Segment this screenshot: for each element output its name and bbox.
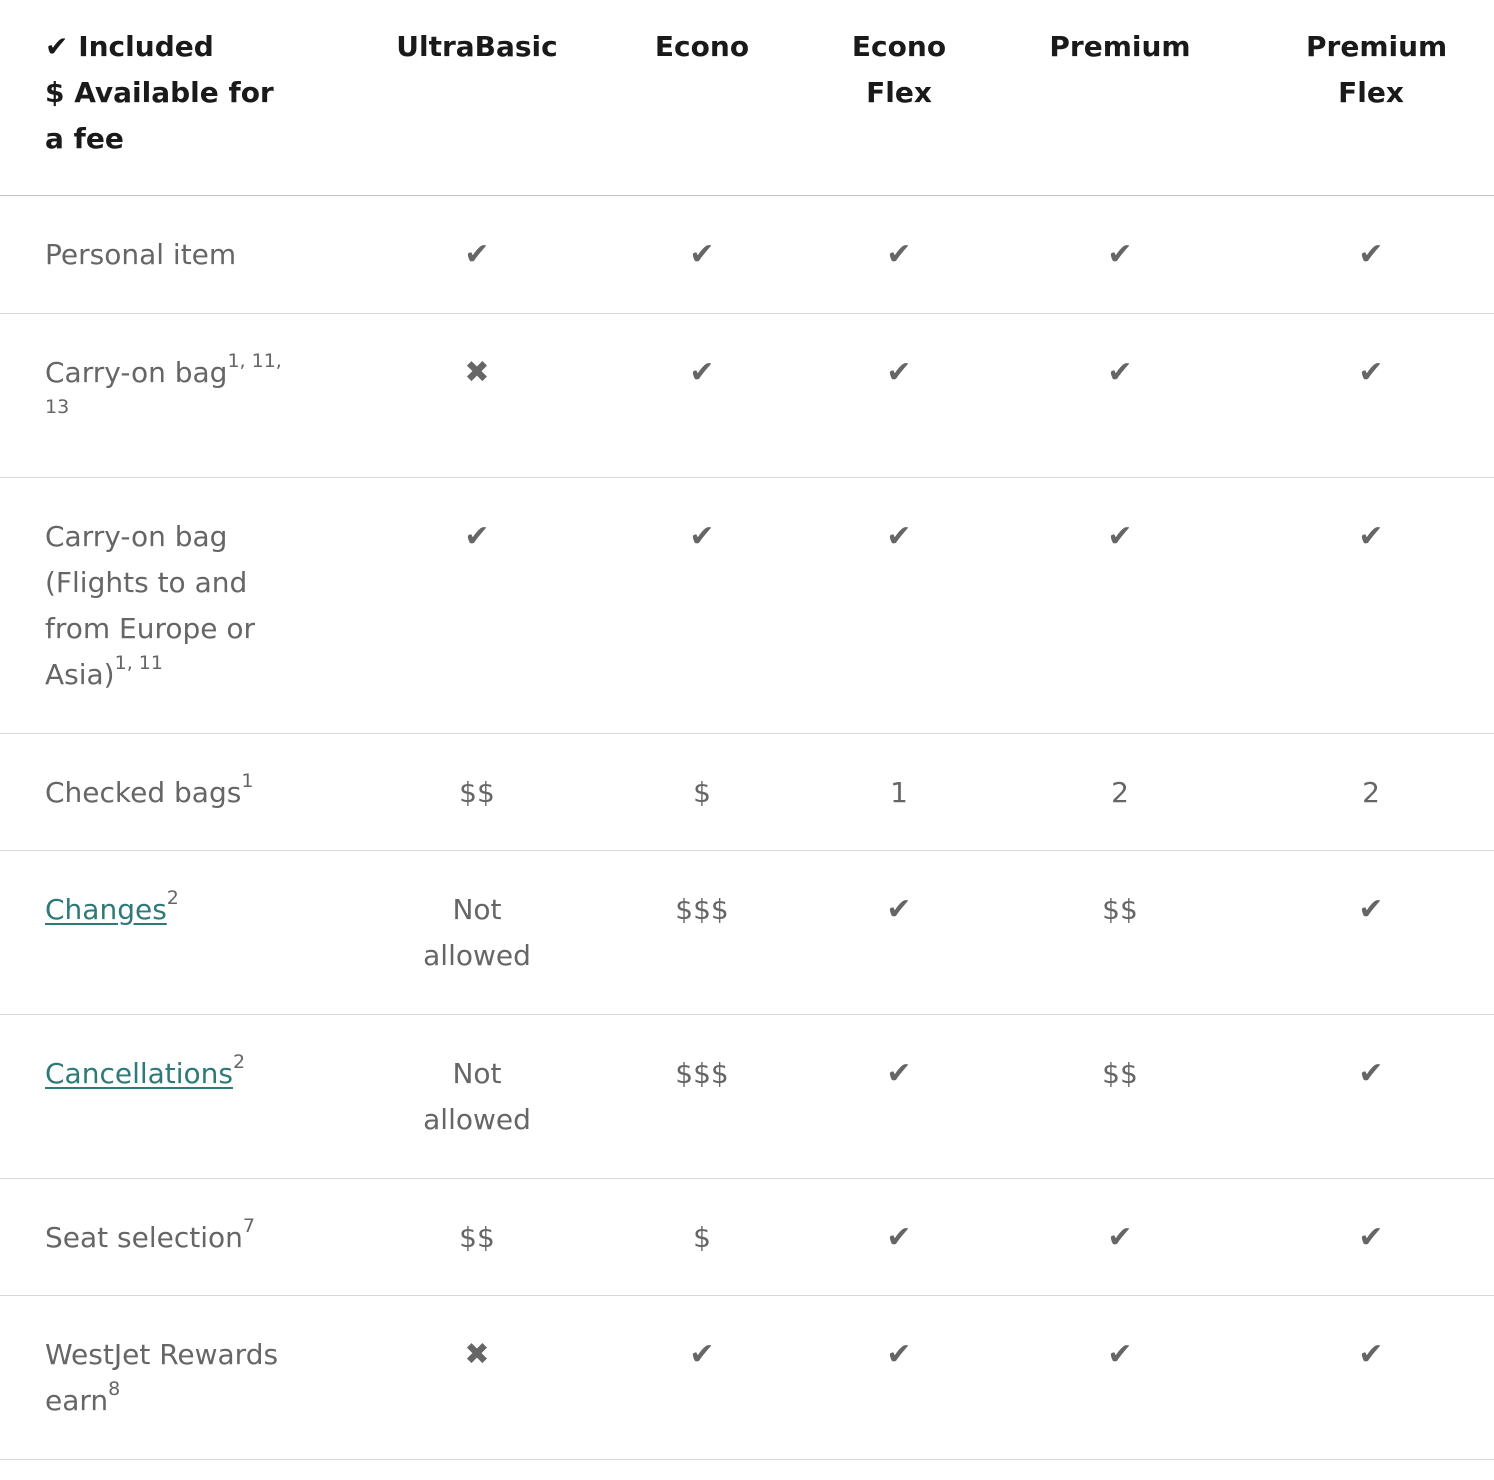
fee-value: $ [693, 775, 711, 809]
table-row-carry-on-bag [0, 313, 1494, 477]
value-cell [806, 1178, 992, 1295]
value-cell [806, 477, 992, 733]
plan-header-premium-flex [1248, 0, 1494, 195]
table-row-seat-selection [0, 1178, 1494, 1295]
check-icon: ✔ [1358, 236, 1384, 272]
cross-icon: ✖ [464, 1336, 490, 1372]
feature-label: Personal item [45, 237, 237, 271]
value-cell [806, 1014, 992, 1178]
value-cell [598, 1295, 806, 1459]
feature-label: Seat selection [45, 1220, 243, 1254]
check-icon: ✔ [1107, 518, 1133, 554]
plan-header-econo [598, 0, 806, 195]
feature-cell [0, 1014, 356, 1178]
value-cell [356, 850, 598, 1014]
bag-count: 1 [890, 775, 908, 809]
fee-value: $$$ [675, 1056, 729, 1090]
fee-value: $ [693, 1220, 711, 1254]
check-icon: ✔ [886, 354, 912, 390]
value-cell [992, 195, 1248, 313]
footnote-ref: 2 [233, 1051, 246, 1074]
value-cell [598, 195, 806, 313]
value-cell [598, 1014, 806, 1178]
value-cell [356, 1178, 598, 1295]
cancellations-link[interactable]: Cancellations [45, 1056, 234, 1090]
plan-name: Premium [1049, 30, 1191, 63]
feature-label: WestJet Rewards earn [45, 1337, 279, 1417]
check-icon: ✔ [1107, 354, 1133, 390]
check-icon: ✔ [886, 891, 912, 927]
not-allowed-text: Not allowed [423, 892, 531, 972]
value-cell [356, 313, 598, 477]
value-cell [1248, 195, 1494, 313]
value-cell [598, 313, 806, 477]
table-row-cancellations [0, 1014, 1494, 1178]
value-cell [1248, 477, 1494, 733]
plan-header-econo-flex [806, 0, 992, 195]
check-icon: ✔ [886, 1336, 912, 1372]
plan-header-ultrabasic [356, 0, 598, 195]
plan-name: Econo Flex [851, 30, 947, 109]
fee-value: $$ [1102, 1056, 1138, 1090]
check-icon: ✔ [1358, 891, 1384, 927]
check-icon: ✔ [464, 236, 490, 272]
feature-cell [0, 733, 356, 850]
bag-count: 2 [1362, 775, 1380, 809]
value-cell [598, 733, 806, 850]
footnote-ref: 1, 11, 13 [45, 350, 282, 419]
value-cell [1248, 1014, 1494, 1178]
bag-count: 2 [1111, 775, 1129, 809]
value-cell [806, 850, 992, 1014]
value-cell [992, 1178, 1248, 1295]
fee-value: $$$ [675, 892, 729, 926]
check-icon: ✔ [1358, 518, 1384, 554]
feature-cell [0, 313, 356, 477]
value-cell [992, 733, 1248, 850]
value-cell [356, 195, 598, 313]
feature-cell [0, 1295, 356, 1459]
check-icon: ✔ [689, 1336, 715, 1372]
value-cell [992, 313, 1248, 477]
plan-name: UltraBasic [396, 30, 558, 63]
table-row-changes [0, 850, 1494, 1014]
check-icon: ✔ [689, 354, 715, 390]
check-icon: ✔ [886, 1219, 912, 1255]
footnote-ref: 2 [166, 887, 179, 910]
feature-label: Checked bags [45, 775, 242, 809]
feature-cell [0, 1178, 356, 1295]
check-icon: ✔ [886, 236, 912, 272]
feature-label: Carry-on bag [45, 355, 228, 389]
value-cell [598, 477, 806, 733]
footnote-ref: 1, 11 [114, 652, 163, 675]
value-cell [1248, 313, 1494, 477]
check-icon: ✔ [1358, 1055, 1384, 1091]
value-cell [1248, 850, 1494, 1014]
check-icon: ✔ [689, 236, 715, 272]
value-cell [806, 733, 992, 850]
check-icon: ✔ [1107, 1336, 1133, 1372]
check-icon: ✔ [1358, 354, 1384, 390]
value-cell [992, 850, 1248, 1014]
fee-value: $$ [1102, 892, 1138, 926]
table-row-westjet-rewards-earn [0, 1295, 1494, 1459]
legend-cell [0, 0, 356, 195]
changes-link[interactable]: Changes [45, 892, 167, 926]
value-cell [992, 1295, 1248, 1459]
value-cell [598, 850, 806, 1014]
value-cell [992, 1014, 1248, 1178]
check-icon: ✔ [886, 1055, 912, 1091]
check-icon: ✔ [1358, 1336, 1384, 1372]
plan-name: Premium Flex [1306, 30, 1448, 109]
cross-icon: ✖ [464, 354, 490, 390]
table-header-row [0, 0, 1494, 195]
feature-cell [0, 477, 356, 733]
value-cell [356, 1295, 598, 1459]
value-cell [598, 1178, 806, 1295]
plan-name: Econo [654, 30, 750, 63]
value-cell [1248, 1295, 1494, 1459]
table-row-checked-bags [0, 733, 1494, 850]
check-icon: ✔ [1107, 236, 1133, 272]
value-cell [356, 1014, 598, 1178]
fee-value: $$ [459, 775, 495, 809]
check-icon: ✔ [886, 518, 912, 554]
check-icon: ✔ [1358, 1219, 1384, 1255]
check-icon: ✔ [464, 518, 490, 554]
value-cell [992, 477, 1248, 733]
legend-fee: $ Available for a fee [45, 76, 274, 155]
plan-header-premium [992, 0, 1248, 195]
legend-included: ✔ Included [45, 30, 214, 63]
value-cell [806, 1295, 992, 1459]
value-cell [806, 195, 992, 313]
table-row-carry-on-bag-europe-asia [0, 477, 1494, 733]
value-cell [806, 313, 992, 477]
feature-cell [0, 195, 356, 313]
value-cell [1248, 733, 1494, 850]
check-icon: ✔ [1107, 1219, 1133, 1255]
value-cell [1248, 1178, 1494, 1295]
check-icon: ✔ [689, 518, 715, 554]
table-row-personal-item [0, 195, 1494, 313]
value-cell [356, 477, 598, 733]
not-allowed-text: Not allowed [423, 1056, 531, 1136]
feature-cell [0, 850, 356, 1014]
footnote-ref: 1 [241, 770, 254, 793]
footnote-ref: 7 [242, 1215, 255, 1238]
footnote-ref: 8 [108, 1378, 121, 1401]
feature-label: Carry-on bag (Flights to and from Europe or Asia) [45, 519, 256, 691]
fee-value: $$ [459, 1220, 495, 1254]
value-cell [356, 733, 598, 850]
